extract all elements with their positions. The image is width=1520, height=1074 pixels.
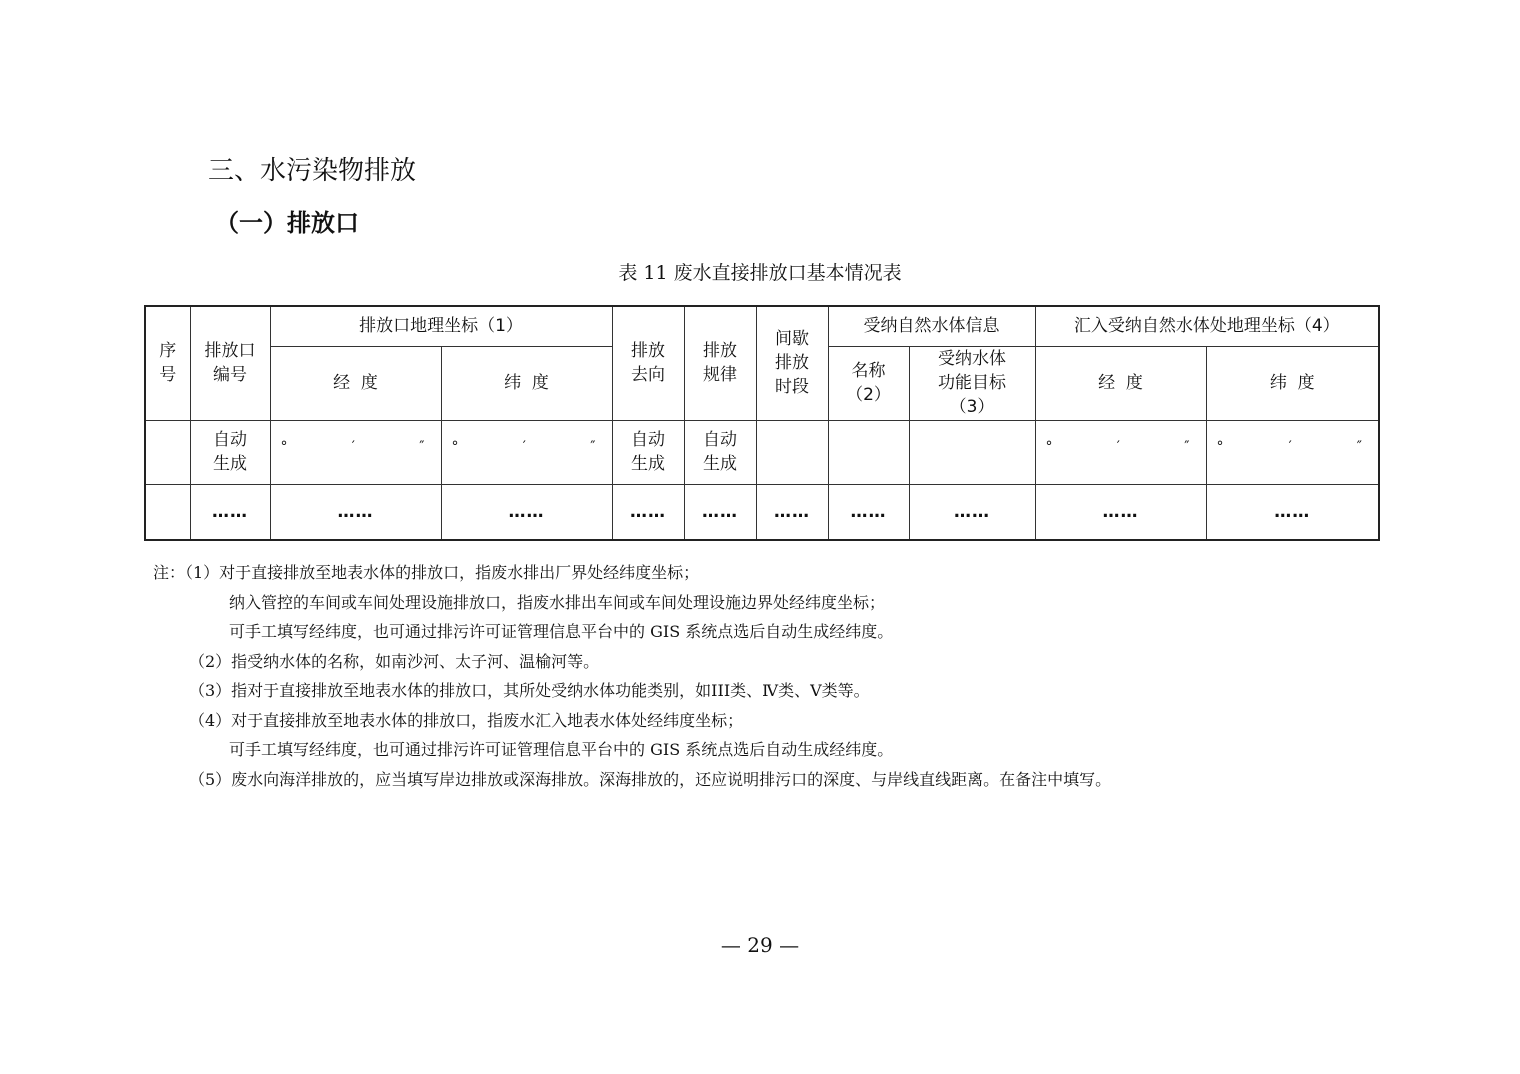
- note-line: （2）指受纳水体的名称，如南沙河、太子河、温榆河等。: [189, 651, 600, 671]
- cell-ellipsis: ……: [1035, 484, 1206, 540]
- note-line: 可手工填写经纬度，也可通过排污许可证管理信息平台中的 GIS 系统点选后自动生成经纬度。: [229, 740, 894, 759]
- cell-ellipsis: ……: [1206, 484, 1379, 540]
- header-intermittent: 间歇 排放 时段: [756, 306, 828, 420]
- header-inflow-latitude: 纬 度: [1206, 346, 1379, 420]
- section-title: 三、水污染物排放: [208, 156, 417, 186]
- cell-water-name: [828, 420, 909, 484]
- cell-pattern: 自动 生成: [684, 420, 756, 484]
- subsection-title: （一）排放口: [215, 209, 359, 237]
- header-latitude: 纬 度: [441, 346, 612, 420]
- cell-ellipsis: ……: [441, 484, 612, 540]
- discharge-outlet-table: [144, 305, 1380, 541]
- header-water-name: 名称 （2）: [828, 346, 909, 420]
- note-line: 注：（1）对于直接排放至地表水体的排放口，指废水排出厂界处经纬度坐标；: [153, 563, 700, 582]
- table-caption: 表 11 废水直接排放口基本情况表: [618, 262, 902, 284]
- note-line: 纳入管控的车间或车间处理设施排放口，指废水排出车间或车间处理设施边界处经纬度坐标；: [229, 592, 886, 612]
- cell-longitude: ° ′ ″: [270, 420, 441, 484]
- cell-ellipsis: ……: [270, 484, 441, 540]
- note-line: （3）指对于直接排放至地表水体的排放口，其所处受纳水体功能类别，如III类、Ⅳ类、Ⅴ类等。: [189, 681, 870, 700]
- cell-direction: 自动 生成: [612, 420, 684, 484]
- cell-ellipsis: ……: [612, 484, 684, 540]
- cell-inflow-latitude: ° ′ ″: [1206, 420, 1379, 484]
- header-direction: 排放 去向: [612, 306, 684, 420]
- cell-latitude: ° ′ ″: [441, 420, 612, 484]
- cell-ellipsis: ……: [684, 484, 756, 540]
- header-longitude: 经 度: [270, 346, 441, 420]
- table-row: [145, 420, 1379, 484]
- cell-seq: [145, 420, 190, 484]
- cell-function-target: [909, 420, 1035, 484]
- header-water-info: 受纳自然水体信息: [828, 306, 1035, 346]
- header-inflow-coords: 汇入受纳自然水体处地理坐标（4）: [1035, 306, 1379, 346]
- note-line: （4）对于直接排放至地表水体的排放口，指废水汇入地表水体处经纬度坐标；: [189, 710, 744, 730]
- table-row: [145, 484, 1379, 540]
- header-geo-coords: 排放口地理坐标（1）: [270, 306, 612, 346]
- cell-seq: [145, 484, 190, 540]
- cell-inflow-longitude: ° ′ ″: [1035, 420, 1206, 484]
- header-function-target: 受纳水体 功能目标 （3）: [909, 346, 1035, 420]
- note-line: 可手工填写经纬度，也可通过排污许可证管理信息平台中的 GIS 系统点选后自动生成经纬度。: [229, 622, 894, 641]
- header-inflow-longitude: 经 度: [1035, 346, 1206, 420]
- cell-ellipsis: ……: [909, 484, 1035, 540]
- header-seq: 序 号: [145, 306, 190, 420]
- cell-outlet-id: 自动 生成: [190, 420, 270, 484]
- note-line: （5）废水向海洋排放的，应当填写岸边排放或深海排放。深海排放的，还应说明排污口的深度、与岸线直线距离。在备注中填写。: [189, 769, 1112, 789]
- cell-ellipsis: ……: [828, 484, 909, 540]
- cell-intermittent: [756, 420, 828, 484]
- page-number: — 29 —: [720, 933, 800, 957]
- table-notes: [153, 558, 1393, 794]
- cell-ellipsis: ……: [190, 484, 270, 540]
- header-pattern: 排放 规律: [684, 306, 756, 420]
- header-outlet-id: 排放口 编号: [190, 306, 270, 420]
- cell-ellipsis: ……: [756, 484, 828, 540]
